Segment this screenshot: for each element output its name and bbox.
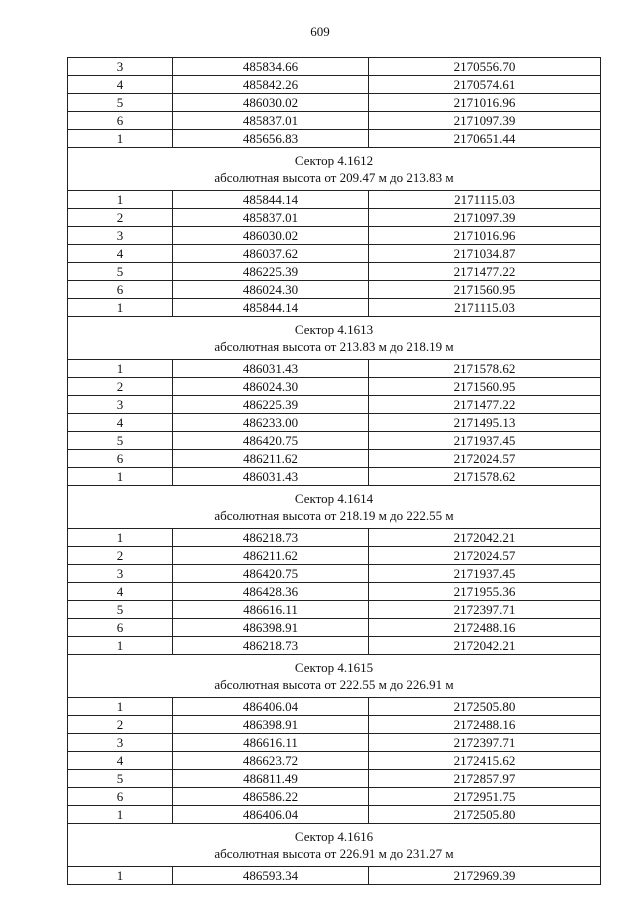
- x-coordinate-cell: 485844.14: [173, 191, 369, 209]
- table-row: [68, 414, 601, 432]
- sector-altitude-range: абсолютная высота от 209.47 м до 213.83 м: [214, 170, 454, 185]
- point-number-cell: 4: [68, 583, 173, 601]
- coordinates-table: [67, 57, 601, 885]
- page-number: 609: [310, 24, 330, 39]
- x-coordinate-cell: 485842.26: [173, 76, 369, 94]
- sector-header-cell: [68, 317, 601, 360]
- table-row: [68, 58, 601, 76]
- x-coordinate-cell: 485834.66: [173, 58, 369, 76]
- x-coordinate-cell: 485837.01: [173, 209, 369, 227]
- point-number-cell: 1: [68, 299, 173, 317]
- table-row: [68, 734, 601, 752]
- y-coordinate-cell: 2171937.45: [369, 432, 601, 450]
- sector-header-row: [68, 655, 601, 698]
- x-coordinate-cell: 486225.39: [173, 396, 369, 414]
- table-row: [68, 94, 601, 112]
- point-number-cell: 5: [68, 601, 173, 619]
- y-coordinate-cell: 2171560.95: [369, 378, 601, 396]
- sector-title: Сектор 4.1615: [294, 660, 374, 675]
- y-coordinate-cell: 2171560.95: [369, 281, 601, 299]
- table-row: [68, 281, 601, 299]
- y-coordinate-cell: 2171477.22: [369, 263, 601, 281]
- y-coordinate-cell: 2171937.45: [369, 565, 601, 583]
- y-coordinate-cell: 2171115.03: [369, 191, 601, 209]
- table-row: [68, 788, 601, 806]
- table-row: [68, 752, 601, 770]
- table-row: [68, 209, 601, 227]
- sector-header-row: [68, 486, 601, 529]
- table-row: [68, 529, 601, 547]
- table-row: [68, 806, 601, 824]
- y-coordinate-cell: 2170574.61: [369, 76, 601, 94]
- sector-title: Сектор 4.1614: [294, 491, 374, 506]
- point-number-cell: 4: [68, 245, 173, 263]
- point-number-cell: 3: [68, 734, 173, 752]
- y-coordinate-cell: 2171578.62: [369, 468, 601, 486]
- y-coordinate-cell: 2172397.71: [369, 734, 601, 752]
- table-row: [68, 112, 601, 130]
- table-row: [68, 716, 601, 734]
- sector-header-cell: [68, 486, 601, 529]
- y-coordinate-cell: 2171115.03: [369, 299, 601, 317]
- sector-altitude-range: абсолютная высота от 213.83 м до 218.19 м: [214, 339, 454, 354]
- point-number-cell: 2: [68, 209, 173, 227]
- sector-header-row: [68, 148, 601, 191]
- y-coordinate-cell: 2172024.57: [369, 547, 601, 565]
- x-coordinate-cell: 486811.49: [173, 770, 369, 788]
- point-number-cell: 3: [68, 227, 173, 245]
- x-coordinate-cell: 486616.11: [173, 734, 369, 752]
- x-coordinate-cell: 486211.62: [173, 547, 369, 565]
- y-coordinate-cell: 2172042.21: [369, 637, 601, 655]
- sector-title: Сектор 4.1613: [294, 322, 374, 337]
- x-coordinate-cell: 485844.14: [173, 299, 369, 317]
- x-coordinate-cell: 485656.83: [173, 130, 369, 148]
- y-coordinate-cell: 2171016.96: [369, 94, 601, 112]
- x-coordinate-cell: 486024.30: [173, 378, 369, 396]
- table-row: [68, 450, 601, 468]
- table-row: [68, 565, 601, 583]
- sector-header-row: [68, 824, 601, 867]
- x-coordinate-cell: 486398.91: [173, 716, 369, 734]
- table-row: [68, 378, 601, 396]
- sector-altitude-range: абсолютная высота от 226.91 м до 231.27 м: [214, 846, 454, 861]
- x-coordinate-cell: 486420.75: [173, 565, 369, 583]
- point-number-cell: 5: [68, 263, 173, 281]
- point-number-cell: 6: [68, 112, 173, 130]
- x-coordinate-cell: 486030.02: [173, 94, 369, 112]
- table-row: [68, 637, 601, 655]
- y-coordinate-cell: 2172488.16: [369, 619, 601, 637]
- y-coordinate-cell: 2172415.62: [369, 752, 601, 770]
- x-coordinate-cell: 486225.39: [173, 263, 369, 281]
- x-coordinate-cell: 486593.34: [173, 867, 369, 885]
- point-number-cell: 2: [68, 716, 173, 734]
- y-coordinate-cell: 2170556.70: [369, 58, 601, 76]
- table-row: [68, 245, 601, 263]
- table-row: [68, 360, 601, 378]
- point-number-cell: 4: [68, 752, 173, 770]
- y-coordinate-cell: 2171034.87: [369, 245, 601, 263]
- y-coordinate-cell: 2172505.80: [369, 698, 601, 716]
- y-coordinate-cell: 2171495.13: [369, 414, 601, 432]
- y-coordinate-cell: 2171016.96: [369, 227, 601, 245]
- y-coordinate-cell: 2171097.39: [369, 209, 601, 227]
- table-row: [68, 191, 601, 209]
- y-coordinate-cell: 2172951.75: [369, 788, 601, 806]
- x-coordinate-cell: 486218.73: [173, 529, 369, 547]
- table-row: [68, 432, 601, 450]
- point-number-cell: 3: [68, 565, 173, 583]
- point-number-cell: 5: [68, 94, 173, 112]
- x-coordinate-cell: 485837.01: [173, 112, 369, 130]
- y-coordinate-cell: 2172969.39: [369, 867, 601, 885]
- point-number-cell: 6: [68, 450, 173, 468]
- x-coordinate-cell: 486406.04: [173, 698, 369, 716]
- x-coordinate-cell: 486398.91: [173, 619, 369, 637]
- point-number-cell: 1: [68, 130, 173, 148]
- x-coordinate-cell: 486623.72: [173, 752, 369, 770]
- point-number-cell: 1: [68, 806, 173, 824]
- point-number-cell: 1: [68, 529, 173, 547]
- point-number-cell: 6: [68, 619, 173, 637]
- point-number-cell: 1: [68, 867, 173, 885]
- sector-header-row: [68, 317, 601, 360]
- y-coordinate-cell: 2172024.57: [369, 450, 601, 468]
- point-number-cell: 5: [68, 432, 173, 450]
- x-coordinate-cell: 486218.73: [173, 637, 369, 655]
- table-row: [68, 619, 601, 637]
- point-number-cell: 6: [68, 281, 173, 299]
- sector-altitude-range: абсолютная высота от 218.19 м до 222.55 м: [214, 508, 454, 523]
- y-coordinate-cell: 2172505.80: [369, 806, 601, 824]
- coordinates-table-body: [68, 58, 601, 885]
- x-coordinate-cell: 486233.00: [173, 414, 369, 432]
- point-number-cell: 3: [68, 396, 173, 414]
- x-coordinate-cell: 486030.02: [173, 227, 369, 245]
- x-coordinate-cell: 486420.75: [173, 432, 369, 450]
- table-row: [68, 263, 601, 281]
- point-number-cell: 3: [68, 58, 173, 76]
- table-row: [68, 770, 601, 788]
- table-row: [68, 130, 601, 148]
- y-coordinate-cell: 2171477.22: [369, 396, 601, 414]
- y-coordinate-cell: 2172488.16: [369, 716, 601, 734]
- table-row: [68, 698, 601, 716]
- point-number-cell: 1: [68, 191, 173, 209]
- table-row: [68, 583, 601, 601]
- point-number-cell: 1: [68, 698, 173, 716]
- table-row: [68, 76, 601, 94]
- y-coordinate-cell: 2171097.39: [369, 112, 601, 130]
- table-row: [68, 547, 601, 565]
- x-coordinate-cell: 486428.36: [173, 583, 369, 601]
- x-coordinate-cell: 486024.30: [173, 281, 369, 299]
- y-coordinate-cell: 2171955.36: [369, 583, 601, 601]
- sector-header-cell: [68, 148, 601, 191]
- point-number-cell: 5: [68, 770, 173, 788]
- y-coordinate-cell: 2172397.71: [369, 601, 601, 619]
- x-coordinate-cell: 486616.11: [173, 601, 369, 619]
- point-number-cell: 1: [68, 468, 173, 486]
- table-row: [68, 468, 601, 486]
- y-coordinate-cell: 2170651.44: [369, 130, 601, 148]
- point-number-cell: 4: [68, 414, 173, 432]
- table-row: [68, 601, 601, 619]
- y-coordinate-cell: 2172042.21: [369, 529, 601, 547]
- sector-title: Сектор 4.1616: [294, 829, 374, 844]
- table-row: [68, 299, 601, 317]
- point-number-cell: 1: [68, 637, 173, 655]
- x-coordinate-cell: 486406.04: [173, 806, 369, 824]
- table-row: [68, 227, 601, 245]
- point-number-cell: 2: [68, 378, 173, 396]
- point-number-cell: 4: [68, 76, 173, 94]
- sector-header-cell: [68, 655, 601, 698]
- table-row: [68, 396, 601, 414]
- sector-altitude-range: абсолютная высота от 222.55 м до 226.91 м: [214, 677, 454, 692]
- x-coordinate-cell: 486031.43: [173, 468, 369, 486]
- sector-header-cell: [68, 824, 601, 867]
- y-coordinate-cell: 2172857.97: [369, 770, 601, 788]
- point-number-cell: 6: [68, 788, 173, 806]
- point-number-cell: 1: [68, 360, 173, 378]
- x-coordinate-cell: 486037.62: [173, 245, 369, 263]
- sector-title: Сектор 4.1612: [294, 153, 374, 168]
- x-coordinate-cell: 486586.22: [173, 788, 369, 806]
- point-number-cell: 2: [68, 547, 173, 565]
- x-coordinate-cell: 486031.43: [173, 360, 369, 378]
- x-coordinate-cell: 486211.62: [173, 450, 369, 468]
- y-coordinate-cell: 2171578.62: [369, 360, 601, 378]
- table-row: [68, 867, 601, 885]
